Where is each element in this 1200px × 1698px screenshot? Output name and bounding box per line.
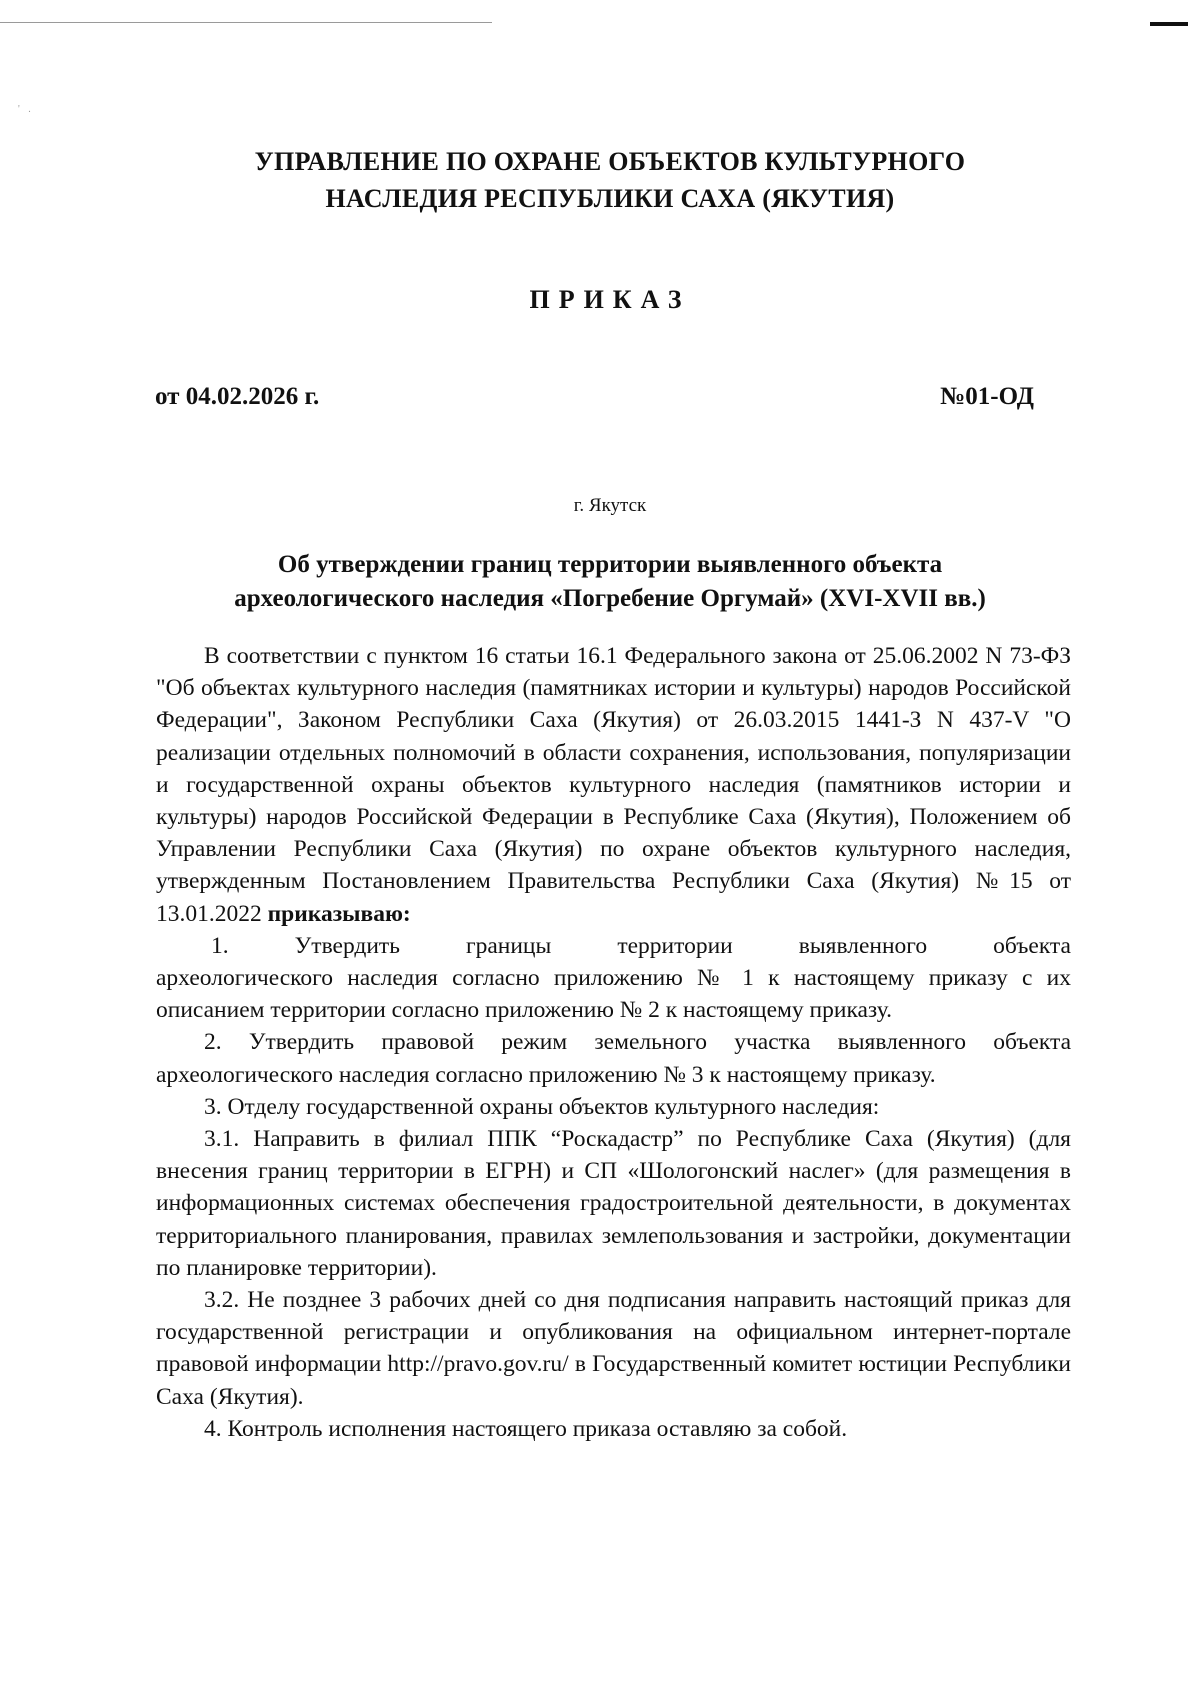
order-body [156,640,1071,1445]
agency-title-line2: НАСЛЕДИЯ РЕСПУБЛИКИ САХА (ЯКУТИЯ) [325,184,895,213]
preamble-paragraph [156,640,1071,930]
item-1-word: объекта [993,932,1071,959]
item-3-2-paragraph: 3.2. Не позднее 3 рабочих дней со дня подписания направить настоящий приказ для государственной регистрации и опубликования на официальном интернет-портале правовой информации http://pravo.gov.ru/ в Государственный комитет юстиции Республики Саха (Якутия). [156,1287,1071,1410]
order-subject [150,548,1070,616]
item-1-first-line [156,930,1071,962]
order-word: приказываю: [267,900,411,927]
item-1-word: выявленного [798,932,928,959]
item-1-word: границы [465,932,552,959]
scan-corner-mark [1150,22,1188,26]
item-3-1-paragraph: 3.1. Направить в филиал ППК “Роскадастр” по Республике Саха (Якутия) (для внесения границ территории в ЕГРН) и СП «Шологонский наслег» (для размещения в информационных системах обеспечения градостроительной деятельности, в документах территориального планирования, правилах землепользования и застройки, документации по планировке территории). [156,1126,1071,1281]
order-subject-line1: Об утверждении границ территории выявленного объекта [277,551,943,578]
item-1-word: территории [617,932,733,959]
item-3-paragraph: 3. Отделу государственной охраны объектов культурного наследия: [204,1093,880,1120]
scan-top-rule [0,22,492,23]
scan-specks: ' . [18,104,34,115]
item-1-number: 1. [211,932,229,959]
order-number: №01-ОД [940,383,1034,410]
preamble-text: В соответствии с пунктом 16 статьи 16.1 Федерального закона от 25.06.2002 N 73-ФЗ "Об объектах культурного наследия (памятниках истории и культуры) народов Российской Федерации", Законом Республики Саха (Якутия) от 26.03.2015 1441-З N 437-V "О реализации отдельных полномочий в области сохранения, использования, популяризации и государственной охраны объектов культурного наследия (памятников истории и культуры) народов Российской Федерации в Республике Саха (Якутия), Положением об Управлении Республики Саха (Якутия) по охране объектов культурного наследия, утвержденным Постановлением Правительства Республики Саха (Якутия) №15 от 13.01.2022 [156,643,1071,927]
agency-title-line1: УПРАВЛЕНИЕ ПО ОХРАНЕ ОБЪЕКТОВ КУЛЬТУРНОГО [254,147,966,176]
order-date: от 04.02.2026 г. [155,383,320,410]
order-subject-line2: археологического наследия «Погребение Оргумай» (XVI-XVII вв.) [234,585,986,612]
document-type-heading: ПРИКАЗ [529,285,691,314]
item-1-continuation: археологического наследия согласно приложению № 1 к настоящему приказу с их описанием территории согласно приложению № 2 к настоящему приказу. [156,965,1071,1024]
item-2-paragraph: 2. Утвердить правовой режим земельного участка выявленного объекта археологического наследия согласно приложению № 3 к настоящему приказу. [156,1029,1071,1088]
item-4-paragraph: 4. Контроль исполнения настоящего приказа оставляю за собой. [204,1415,848,1442]
city-name: г. Якутск [573,495,647,516]
item-1-word: Утвердить [294,932,400,959]
agency-title [150,143,1070,217]
